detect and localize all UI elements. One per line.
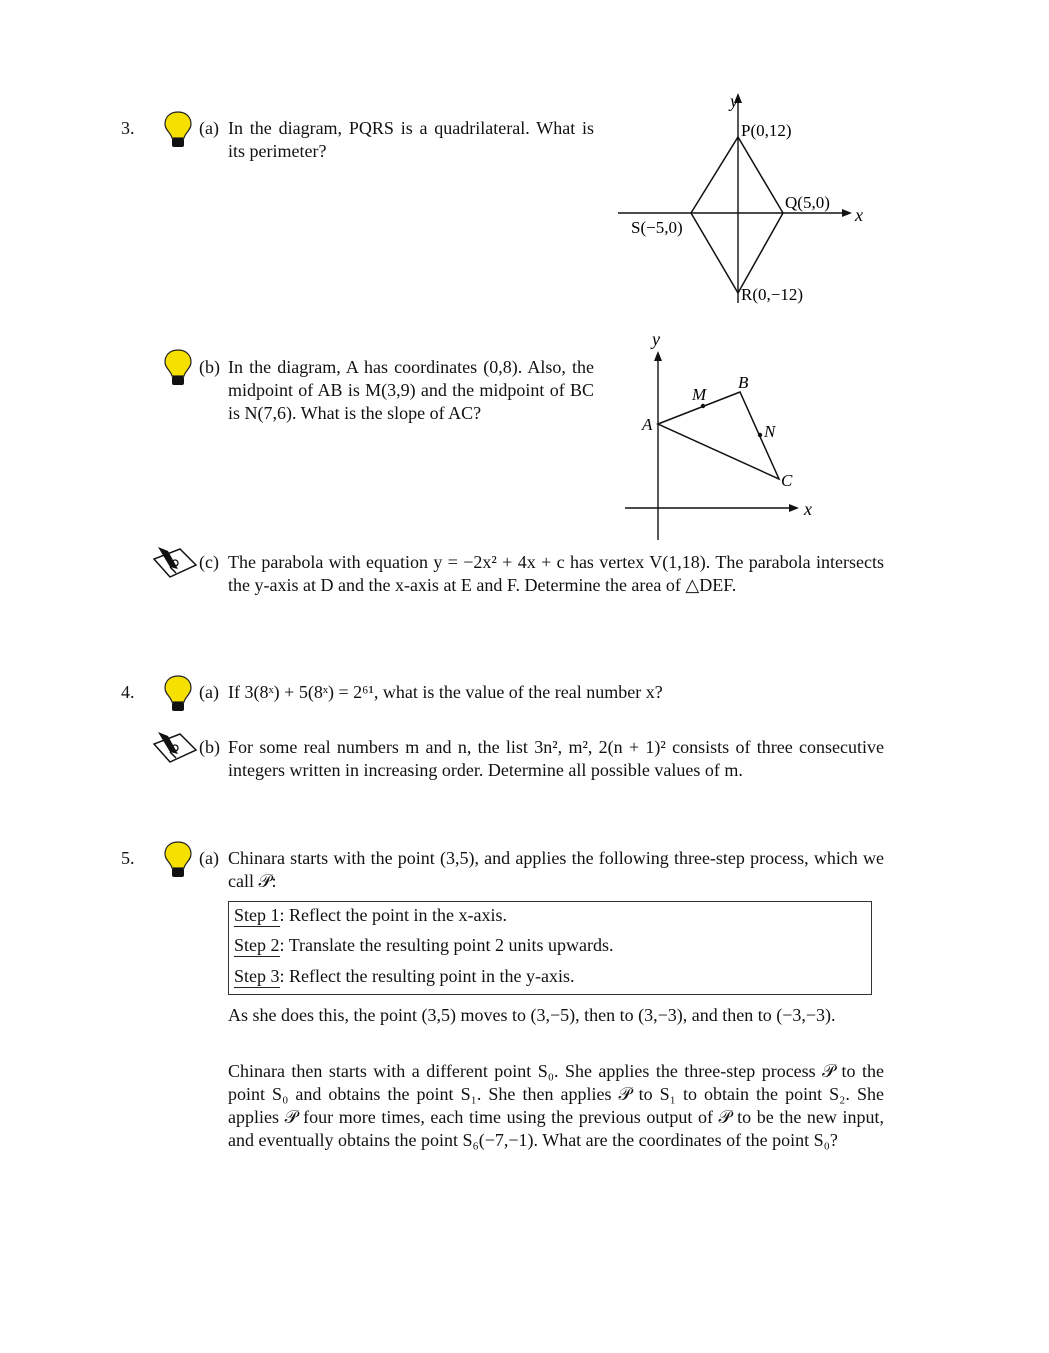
pencil-icon [152,543,198,583]
q3a-text: In the diagram, PQRS is a quadrilateral. What is its perimeter? [228,118,594,161]
q3c-part [199,551,884,597]
q4b-part [199,736,884,782]
label-M: M [692,385,707,404]
step-1-text: : Reflect the point in the x-axis. [279,905,507,925]
q3b-text: In the diagram, A has coordinates (0,8). Also, the midpoint of AB is M(3,9) and the midpoint of BC is N(7,6). What is the slope of AC? [228,357,594,423]
lightbulb-icon [163,674,193,714]
q4b-text: For some real numbers m and n, the list 3n², m², 2(n + 1)² consists of three consecutive integers written in increasing order. Determine all possible values of m. [228,737,884,780]
q3b-x-label: x [804,499,812,519]
q3b-y-label: y [652,329,660,349]
label-P: P(0,12) [741,121,792,140]
lightbulb-icon [163,348,193,388]
step-3-name: Step 3 [234,966,280,986]
label-R: R(0,−12) [741,285,803,304]
question-number-3: 3. [121,118,135,138]
q4a-part [199,681,884,704]
pencil-icon [152,728,198,768]
label-B: B [738,373,749,392]
q3c-text: The parabola with equation y = −2x² + 4x + c has vertex V(1,18). The parabola intersects the y-axis at D and the x-axis at E and F. Determine the area of △DEF. [228,552,884,595]
label-S: S(−5,0) [631,218,683,237]
q5a-label: (a) [199,848,219,868]
q4a-text: If 3(8ˣ) + 5(8ˣ) = 2⁶¹, what is the value of the real number x? [228,682,663,702]
q3a-quadrilateral [691,137,783,293]
q5a-para-1 [228,1004,884,1027]
q3a-diagram [600,85,900,315]
q3b-diagram [600,325,840,545]
q3c-label: (c) [199,552,219,572]
q5a-part [199,847,884,893]
label-N: N [764,422,776,441]
step-1-name: Step 1 [234,905,280,925]
question-number-4: 4. [121,682,135,702]
q3b-label: (b) [199,357,220,377]
q5a-para-2 [228,1060,884,1152]
point-N [758,433,762,437]
question-number-5: 5. [121,848,135,868]
q3a-y-label: y [730,91,738,111]
step-2-name: Step 2 [234,935,280,955]
q5a-para1-text: As she does this, the point (3,5) moves to (3,−5), then to (3,−3), and then to (−3,−3). [228,1005,836,1025]
step-3 [234,966,574,987]
step-3-text: : Reflect the resulting point in the y-axis. [279,966,575,986]
step-1 [234,905,507,926]
label-C: C [781,471,793,490]
label-Q: Q(5,0) [785,193,830,212]
step-2 [234,935,614,956]
step-2-text: : Translate the resulting point 2 units upwards. [279,935,614,955]
q4a-label: (a) [199,682,219,702]
lightbulb-icon [163,840,193,880]
q3a-x-label: x [855,205,863,225]
q4b-label: (b) [199,737,220,757]
q3b-part [199,356,594,425]
q3a-label: (a) [199,118,219,138]
label-A: A [642,415,653,434]
process-steps-box [228,901,872,995]
lightbulb-icon [163,110,193,150]
q3a-part [199,117,594,163]
q5a-intro: Chinara starts with the point (3,5), and applies the following three-step process, which we call 𝒫: [228,848,884,891]
q5a-para2-text: Chinara then starts with a different point S₀. She applies the three-step process 𝒫 to the point S₀ and obtains the point S₁. She then applies 𝒫 to S₁ to obtain the point S₂. She applies 𝒫 four more times, each time using the previous output of 𝒫 to be the new input, and eventually obtains the point S₆(−7,−1). What are the coordinates of the point S₀? [228,1061,884,1150]
point-M [701,404,705,408]
